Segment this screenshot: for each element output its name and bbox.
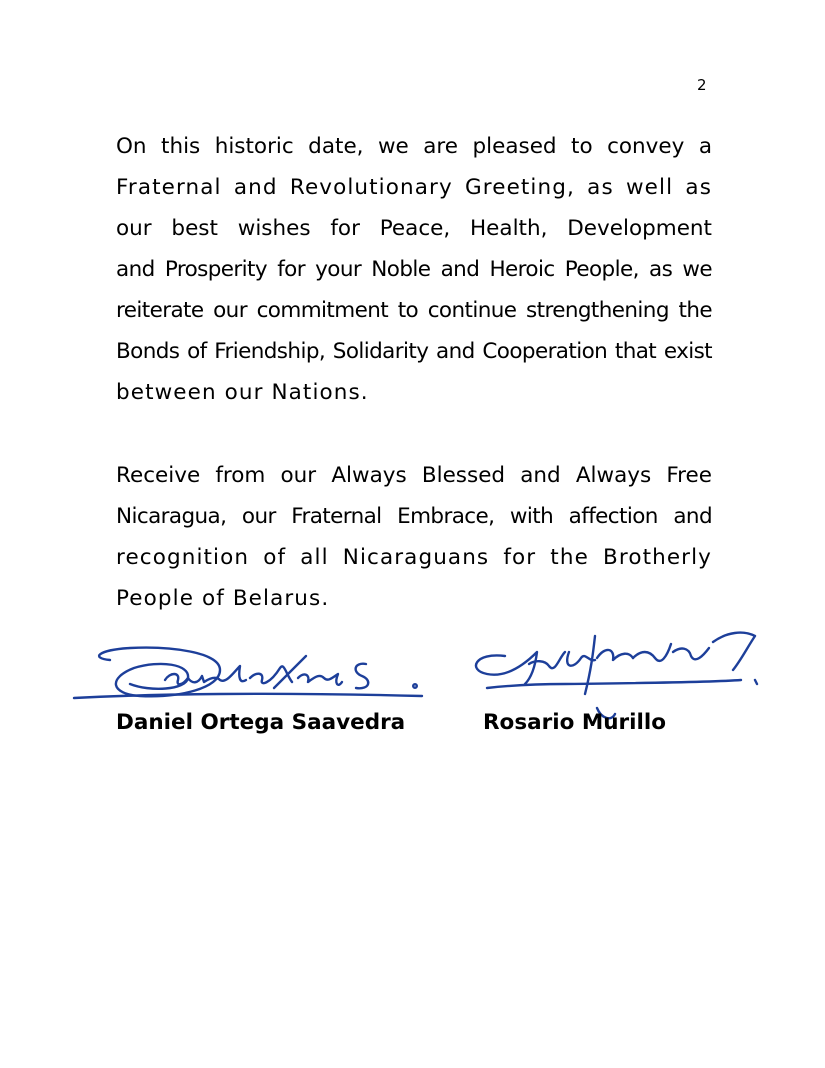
- paragraph-line: reiterate our commitment to continue strengthening the: [116, 298, 712, 323]
- paragraph-line: Fraternal and Revolutionary Greeting, as well as: [116, 175, 712, 200]
- paragraph-line: On this historic date, we are pleased to convey a: [116, 134, 712, 159]
- paragraph-line: recognition of all Nicaraguans for the Brotherly: [116, 545, 712, 570]
- page-number: 2: [697, 76, 707, 94]
- paragraph-line: and Prosperity for your Noble and Heroic People, as we: [116, 257, 712, 282]
- paragraph-line: our best wishes for Peace, Health, Development: [116, 216, 712, 241]
- paragraph-line: Receive from our Always Blessed and Always Free: [116, 463, 712, 488]
- paragraph-line: People of Belarus.: [116, 586, 330, 611]
- letter-paragraph-embrace: [116, 455, 712, 619]
- signer-name-ortega: Daniel Ortega Saavedra: [116, 710, 406, 735]
- letter-paragraph-greeting: [116, 126, 712, 413]
- paragraph-line: Nicaragua, our Fraternal Embrace, with affection and: [116, 504, 712, 529]
- paragraph-line: Bonds of Friendship, Solidarity and Cooperation that exist: [116, 339, 712, 364]
- signature-ortega-image: [70, 638, 440, 718]
- signer-name-murillo: Rosario Murillo: [483, 710, 667, 735]
- paragraph-line: between our Nations.: [116, 380, 369, 405]
